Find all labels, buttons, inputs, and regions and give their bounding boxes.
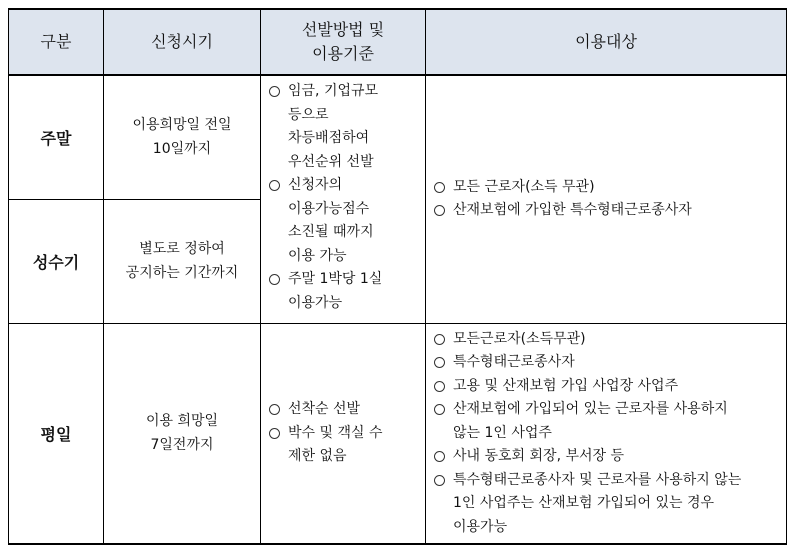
list-item <box>432 176 780 200</box>
list-item <box>432 469 780 540</box>
list-item-text: 모든근로자(소득무관) <box>453 330 586 347</box>
list-item-text: 모든 근로자(소득 무관) <box>453 178 595 195</box>
circle-bullet-icon <box>434 357 445 368</box>
circle-bullet-icon <box>269 180 280 191</box>
table-row-weekend <box>9 75 787 199</box>
header-method: 선발방법 및 이용기준 <box>261 9 426 75</box>
method-weekday-cell <box>261 323 426 544</box>
list-item-text: 임금, 기업규모 등으로 차등배점하여 우선순위 선발 <box>288 83 379 170</box>
period-weekend: 이용희망일 전일 10일까지 <box>104 75 261 199</box>
list-item-text: 선착순 선발 <box>288 401 361 417</box>
list-item-text: 특수형태근로종사자 및 근로자를 사용하지 않는 1인 사업주는 산재보험 가입되어 있는 경우 이용가능 <box>453 471 742 535</box>
method-shared-cell <box>261 75 426 323</box>
list-item <box>432 445 780 469</box>
list-item <box>432 199 780 223</box>
list-item-text: 사내 동호회 회장, 부서장 등 <box>453 448 625 464</box>
list-item-text: 신청자의 이용가능점수 소진될 때까지 이용 가능 <box>288 177 374 264</box>
circle-bullet-icon <box>269 404 280 415</box>
list-item <box>267 174 419 268</box>
list-item <box>267 268 419 315</box>
header-period: 신청시기 <box>104 9 261 75</box>
circle-bullet-icon <box>434 334 445 345</box>
policy-table-container <box>8 8 787 545</box>
list-item <box>432 351 780 375</box>
list-item-text: 박수 및 객실 수 제한 없음 <box>288 424 383 464</box>
list-item <box>267 422 419 469</box>
list-item-text: 산재보험에 가입한 특수형태근로종사자 <box>453 202 692 219</box>
list-item <box>432 398 780 445</box>
circle-bullet-icon <box>434 451 445 462</box>
category-peak: 성수기 <box>9 199 104 323</box>
list-item-text: 특수형태근로종사자 <box>453 354 575 370</box>
circle-bullet-icon <box>434 381 445 392</box>
list-item-text: 고용 및 산재보험 가입 사업장 사업주 <box>453 377 679 394</box>
list-item <box>267 398 419 422</box>
list-item-text: 주말 1박당 1실 이용가능 <box>288 271 383 311</box>
list-item <box>432 375 780 399</box>
category-weekday: 평일 <box>9 323 104 544</box>
header-row <box>9 9 787 75</box>
target-weekday-cell <box>426 323 787 544</box>
circle-bullet-icon <box>434 475 445 486</box>
category-weekend: 주말 <box>9 75 104 199</box>
target-shared-cell <box>426 75 787 323</box>
list-item-text: 산재보험에 가입되어 있는 근로자를 사용하지 않는 1인 사업주 <box>453 401 728 441</box>
header-category: 구분 <box>9 9 104 75</box>
list-item <box>267 80 419 174</box>
circle-bullet-icon <box>269 86 280 97</box>
period-weekday: 이용 희망일 7일전까지 <box>104 323 261 544</box>
period-peak: 별도로 정하여 공지하는 기간까지 <box>104 199 261 323</box>
circle-bullet-icon <box>434 182 445 193</box>
circle-bullet-icon <box>269 428 280 439</box>
circle-bullet-icon <box>434 404 445 415</box>
circle-bullet-icon <box>269 274 280 285</box>
list-item <box>432 328 780 352</box>
circle-bullet-icon <box>434 205 445 216</box>
header-target: 이용대상 <box>426 9 787 75</box>
table-row-weekday <box>9 323 787 544</box>
policy-table <box>8 8 787 545</box>
